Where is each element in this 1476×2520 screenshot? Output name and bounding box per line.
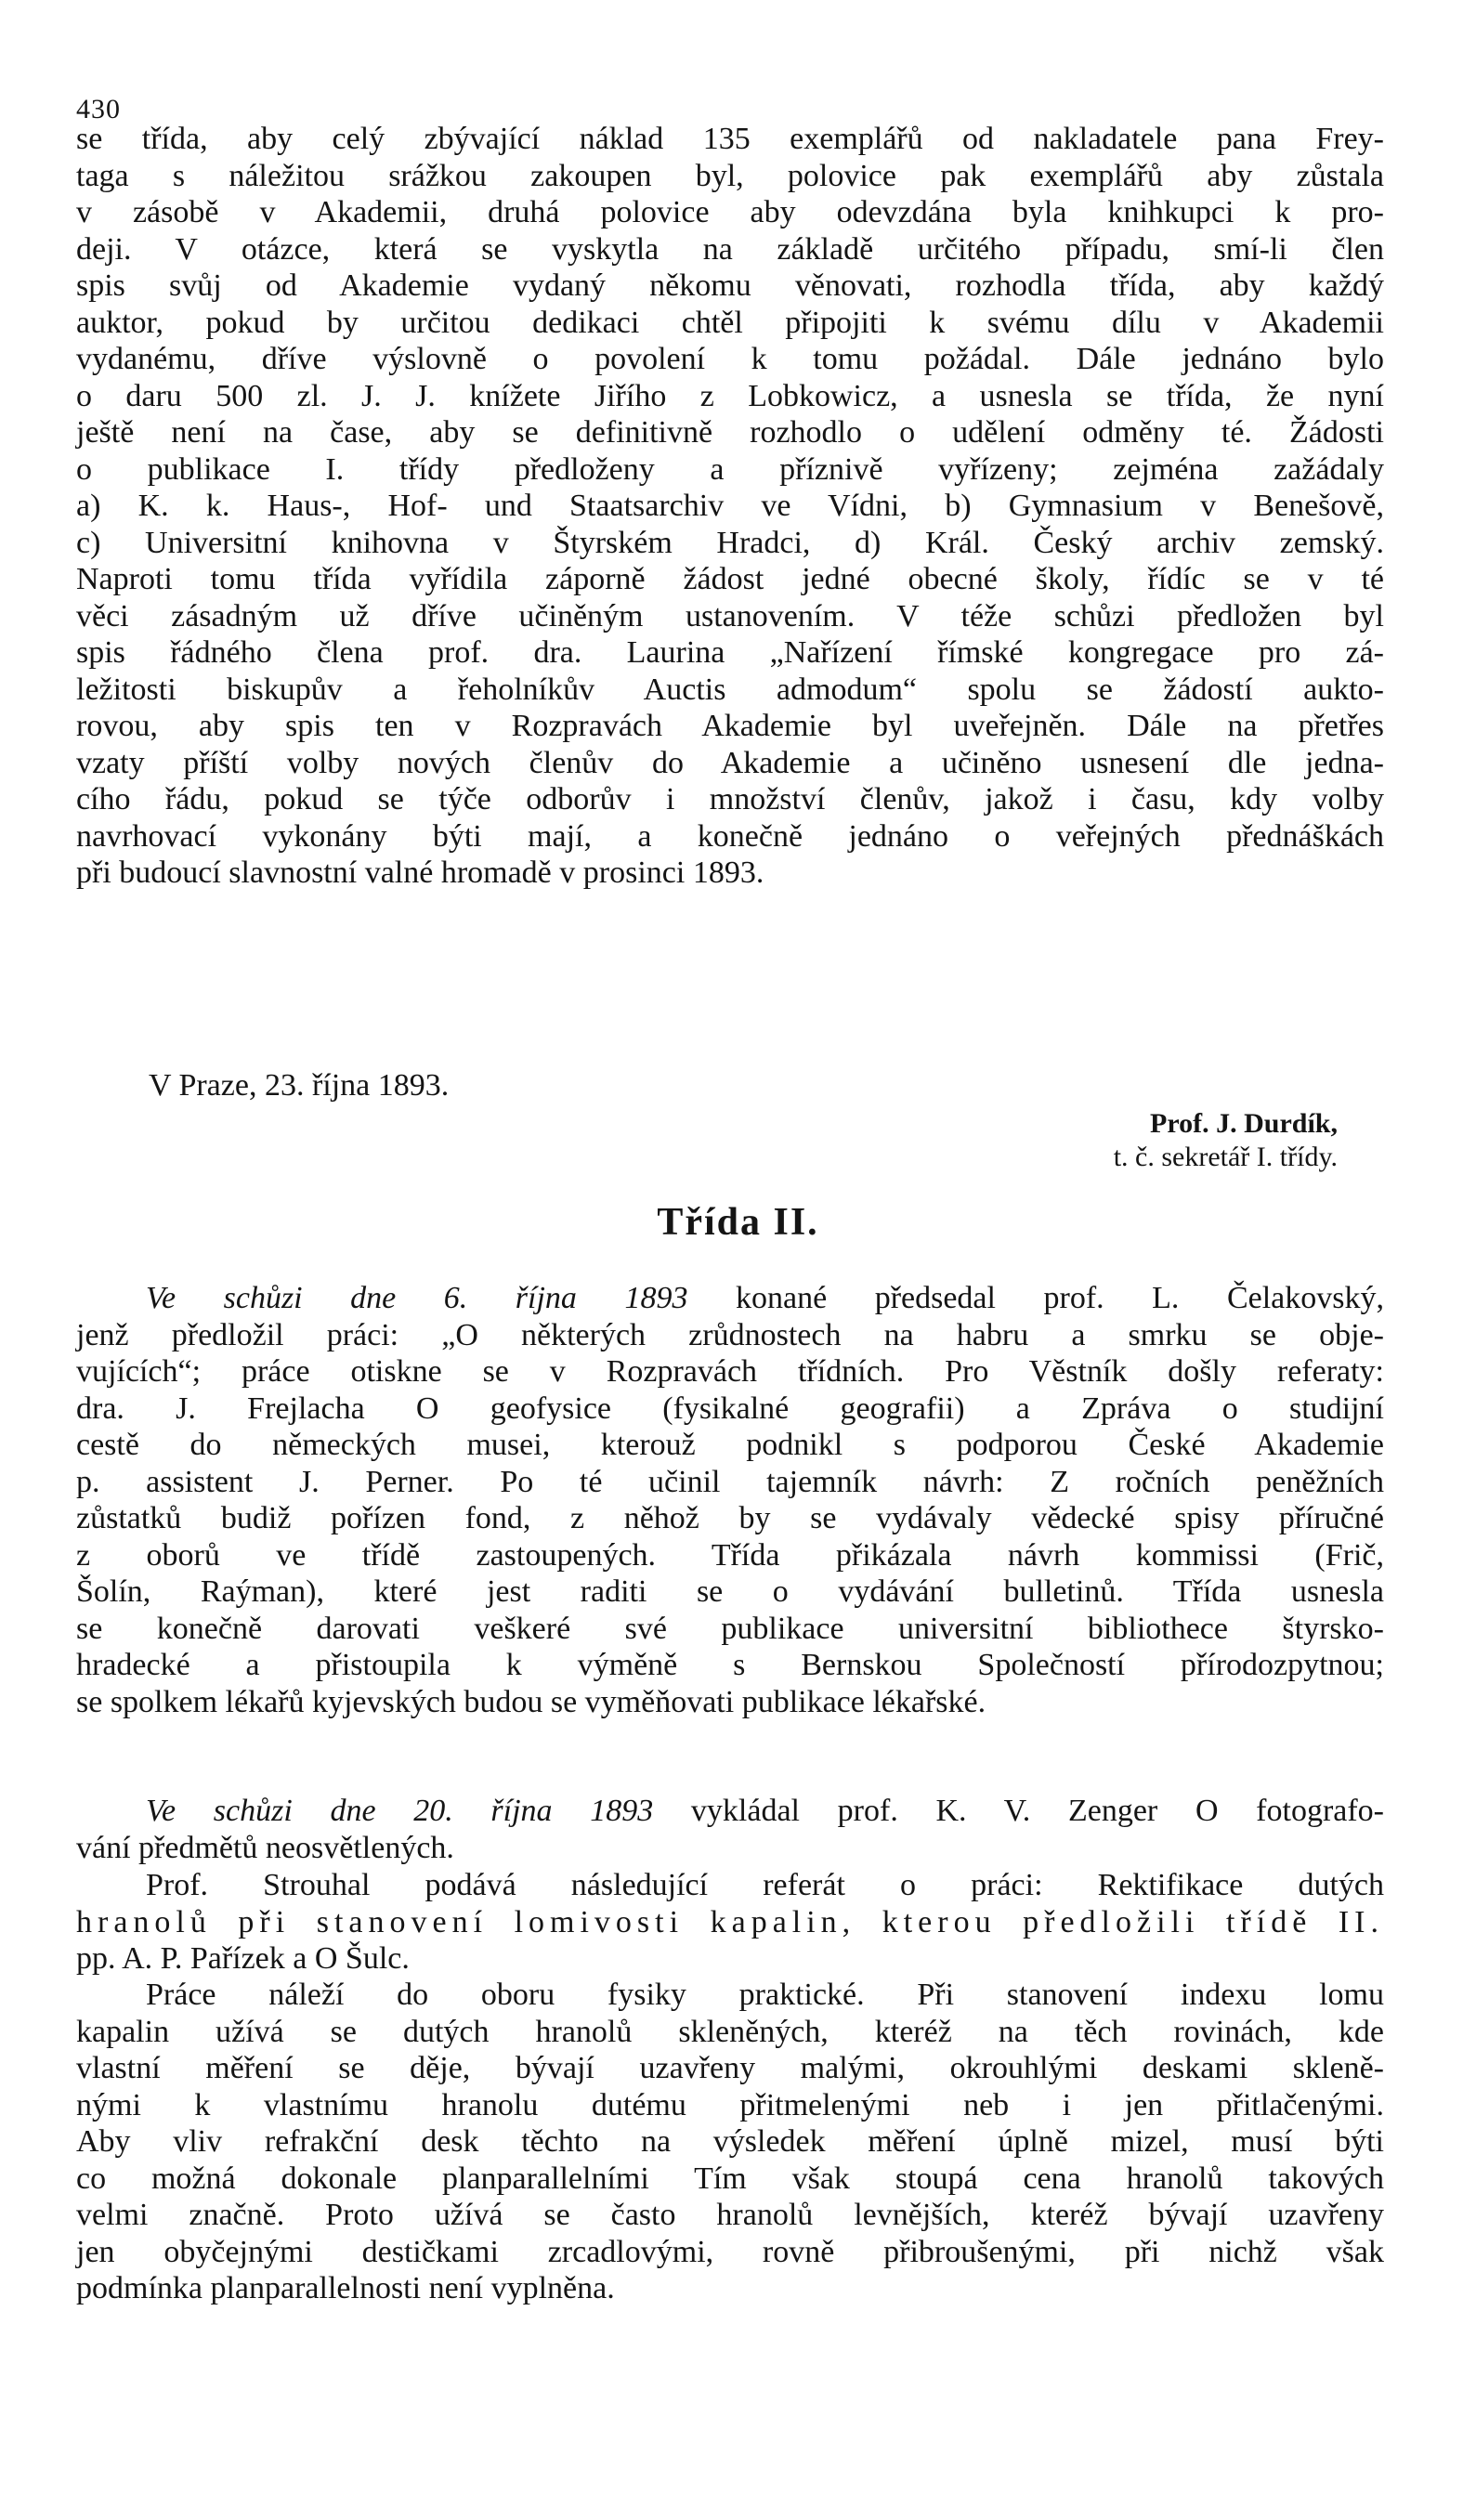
text-line: dra. J. Frejlacha O geofysice (fysikalné geografii) a Zpráva o studijní bbox=[76, 1391, 1384, 1426]
strouhal-report-paragraph bbox=[76, 1867, 1384, 1978]
session-6-october-paragraph bbox=[76, 1280, 1384, 1720]
signature-name: Prof. J. Durdík, bbox=[1150, 1108, 1338, 1139]
text-line: se třída, aby celý zbývající náklad 135 exemplářů od nakladatele pana Frey- bbox=[76, 122, 1384, 156]
text-line: velmi značně. Proto užívá se často hranolů levnějších, kteréž bývají uzavřeny bbox=[76, 2198, 1384, 2232]
text-line bbox=[76, 1793, 1384, 1830]
text-line: nými k vlastnímu hranolu dutému přitmelenými neb i jen přitlačenými. bbox=[76, 2087, 1384, 2122]
text-line bbox=[76, 1280, 1384, 1317]
text-line: Práce náleží do oboru fysiky praktické. Při stanovení indexu lomu bbox=[146, 1978, 1384, 2012]
text-line: ještě není na čase, aby se definitivně rozhodlo o udělení odměny té. Žádosti bbox=[76, 415, 1384, 450]
signature-role: t. č. sekretář I. třídy. bbox=[1113, 1142, 1338, 1172]
text-line: pp. A. P. Pařízek a O Šulc. bbox=[76, 1941, 410, 1976]
text-line: o publikace I. třídy předloženy a příznivě vyřízeny; zejména zažádaly bbox=[76, 451, 1384, 487]
section-heading: Třída II. bbox=[657, 1201, 819, 1244]
text-line: vání předmětů neosvětlených. bbox=[76, 1830, 454, 1865]
text-line: z oborů ve třídě zastoupených. Třída přikázala návrh kommissi (Frič, bbox=[76, 1537, 1384, 1573]
text-line: o daru 500 zl. J. J. knížete Jiřího z Lobkowicz, a usnesla se třída, že nyní bbox=[76, 378, 1384, 413]
date-line: V Praze, 23. října 1893. bbox=[149, 1068, 450, 1103]
text-line: Prof. Strouhal podává následující referát o práci: Rektifikace dutých bbox=[146, 1868, 1384, 1902]
text-line: Šolín, Raýman), které jest raditi se o vydávání bulletinů. Třída usnesla bbox=[76, 1574, 1384, 1609]
text-line: vujících“; práce otiskne se v Rozpravách třídních. Pro Věstník došly referaty: bbox=[76, 1354, 1384, 1389]
report-body-paragraph bbox=[76, 1977, 1384, 2307]
text-line: podmínka planparallelnosti není vyplněna. bbox=[76, 2271, 615, 2305]
session-20-october-paragraph bbox=[76, 1793, 1384, 1866]
text-line: při budoucí slavnostní valné hromadě v prosinci 1893. bbox=[76, 855, 764, 890]
text-span: konané předsedal prof. L. Čelakovský, bbox=[687, 1281, 1384, 1315]
text-line: Aby vliv refrakční desk těchto na výsledek měření úplně mizel, musí býti bbox=[76, 2124, 1384, 2159]
text-line: rovou, aby spis ten v Rozpravách Akademie byl uveřejněn. Dále na přetřes bbox=[76, 709, 1384, 743]
text-line: spis svůj od Akademie vydaný někomu věnovati, rozhodla třída, aby každý bbox=[76, 268, 1384, 303]
text-line: jenž předložil práci: „O některých zrůdnostech na habru a smrku se obje- bbox=[76, 1317, 1384, 1352]
text-span: vykládal prof. K. V. Zenger O fotografo- bbox=[653, 1794, 1385, 1828]
text-line: kapalin užívá se dutých hranolů skleněných, kteréž na těch rovinách, kde bbox=[76, 2014, 1384, 2049]
text-line: deji. V otázce, která se vyskytla na základě určitého případu, smí-li člen bbox=[76, 231, 1384, 267]
text-line: vydanému, dříve výslovně o povolení k tomu požádal. Dále jednáno bylo bbox=[76, 342, 1384, 376]
text-line: c) Universitní knihovna v Štyrském Hradci, d) Král. Český archiv zemský. bbox=[76, 525, 1384, 560]
text-line: taga s náležitou srážkou zakoupen byl, polovice pak exemplářů aby zůstala bbox=[76, 158, 1384, 193]
text-line: cího řádu, pokud se týče odborův i množství členův, jakož i času, kdy volby bbox=[76, 782, 1384, 816]
class-one-report-paragraph bbox=[76, 121, 1384, 892]
text-line: jen obyčejnými destičkami zrcadlovými, rovně přibroušenými, při nichž však bbox=[76, 2234, 1384, 2269]
text-line: cestě do německých musei, kterouž podnikl s podporou České Akademie bbox=[76, 1428, 1384, 1462]
session-date-lead: Ve schůzi dne 20. října 1893 bbox=[146, 1794, 654, 1828]
text-line: p. assistent J. Perner. Po té učinil tajemník návrh: Z ročních peněžních bbox=[76, 1464, 1384, 1499]
text-line: spis řádného člena prof. dra. Laurina „Nařízení římské kongregace pro zá- bbox=[76, 635, 1384, 670]
text-line: zůstatků budiž pořízen fond, z něhož by se vydávaly vědecké spisy příručné bbox=[76, 1501, 1384, 1535]
text-line: navrhovací vykonány býti mají, a konečně jednáno o veřejných přednáškách bbox=[76, 818, 1384, 854]
text-line: v zásobě v Akademii, druhá polovice aby odevzdána byla knihkupci k pro- bbox=[76, 195, 1384, 229]
text-line: Naproti tomu třída vyřídila záporně žádost jedné obecné školy, řídíc se v té bbox=[76, 562, 1384, 596]
text-line: vzaty příští volby nových členův do Akademie a učiněno usnesení dle jedna- bbox=[76, 745, 1384, 780]
text-line: ležitosti biskupův a řeholníkův Auctis admodum“ spolu se žádostí aukto- bbox=[76, 672, 1384, 707]
text-line: hradecké a přistoupila k výměně s Bernskou Společností přírodozpytnou; bbox=[76, 1648, 1384, 1682]
signature-block bbox=[966, 1107, 1338, 1174]
page-number: 430 bbox=[76, 94, 121, 124]
text-line: auktor, pokud by určitou dedikaci chtěl připojiti k svému dílu v Akademii bbox=[76, 305, 1384, 340]
text-line: a) K. k. Haus-, Hof- und Staatsarchiv ve Vídni, b) Gymnasium v Benešově, bbox=[76, 489, 1384, 523]
text-line: se spolkem lékařů kyjevských budou se vyměňovati publikace lékařské. bbox=[76, 1684, 986, 1719]
text-line: co možná dokonale planparallelními Tím však stoupá cena hranolů takových bbox=[76, 2161, 1384, 2196]
text-line: hranolů při stanovení lomivosti kapalin, kterou předložili třídě II. bbox=[76, 1904, 1384, 1939]
text-line: vlastní měření se děje, bývají uzavřeny malými, okrouhlými deskami skleně- bbox=[76, 2051, 1384, 2085]
session-date-lead: Ve schůzi dne 6. října 1893 bbox=[146, 1281, 688, 1315]
text-line: se konečně darovati veškeré své publikace universitní bibliothece štyrsko- bbox=[76, 1611, 1384, 1646]
text-line: věci zásadným už dříve učiněným ustanovením. V téže schůzi předložen byl bbox=[76, 598, 1384, 633]
